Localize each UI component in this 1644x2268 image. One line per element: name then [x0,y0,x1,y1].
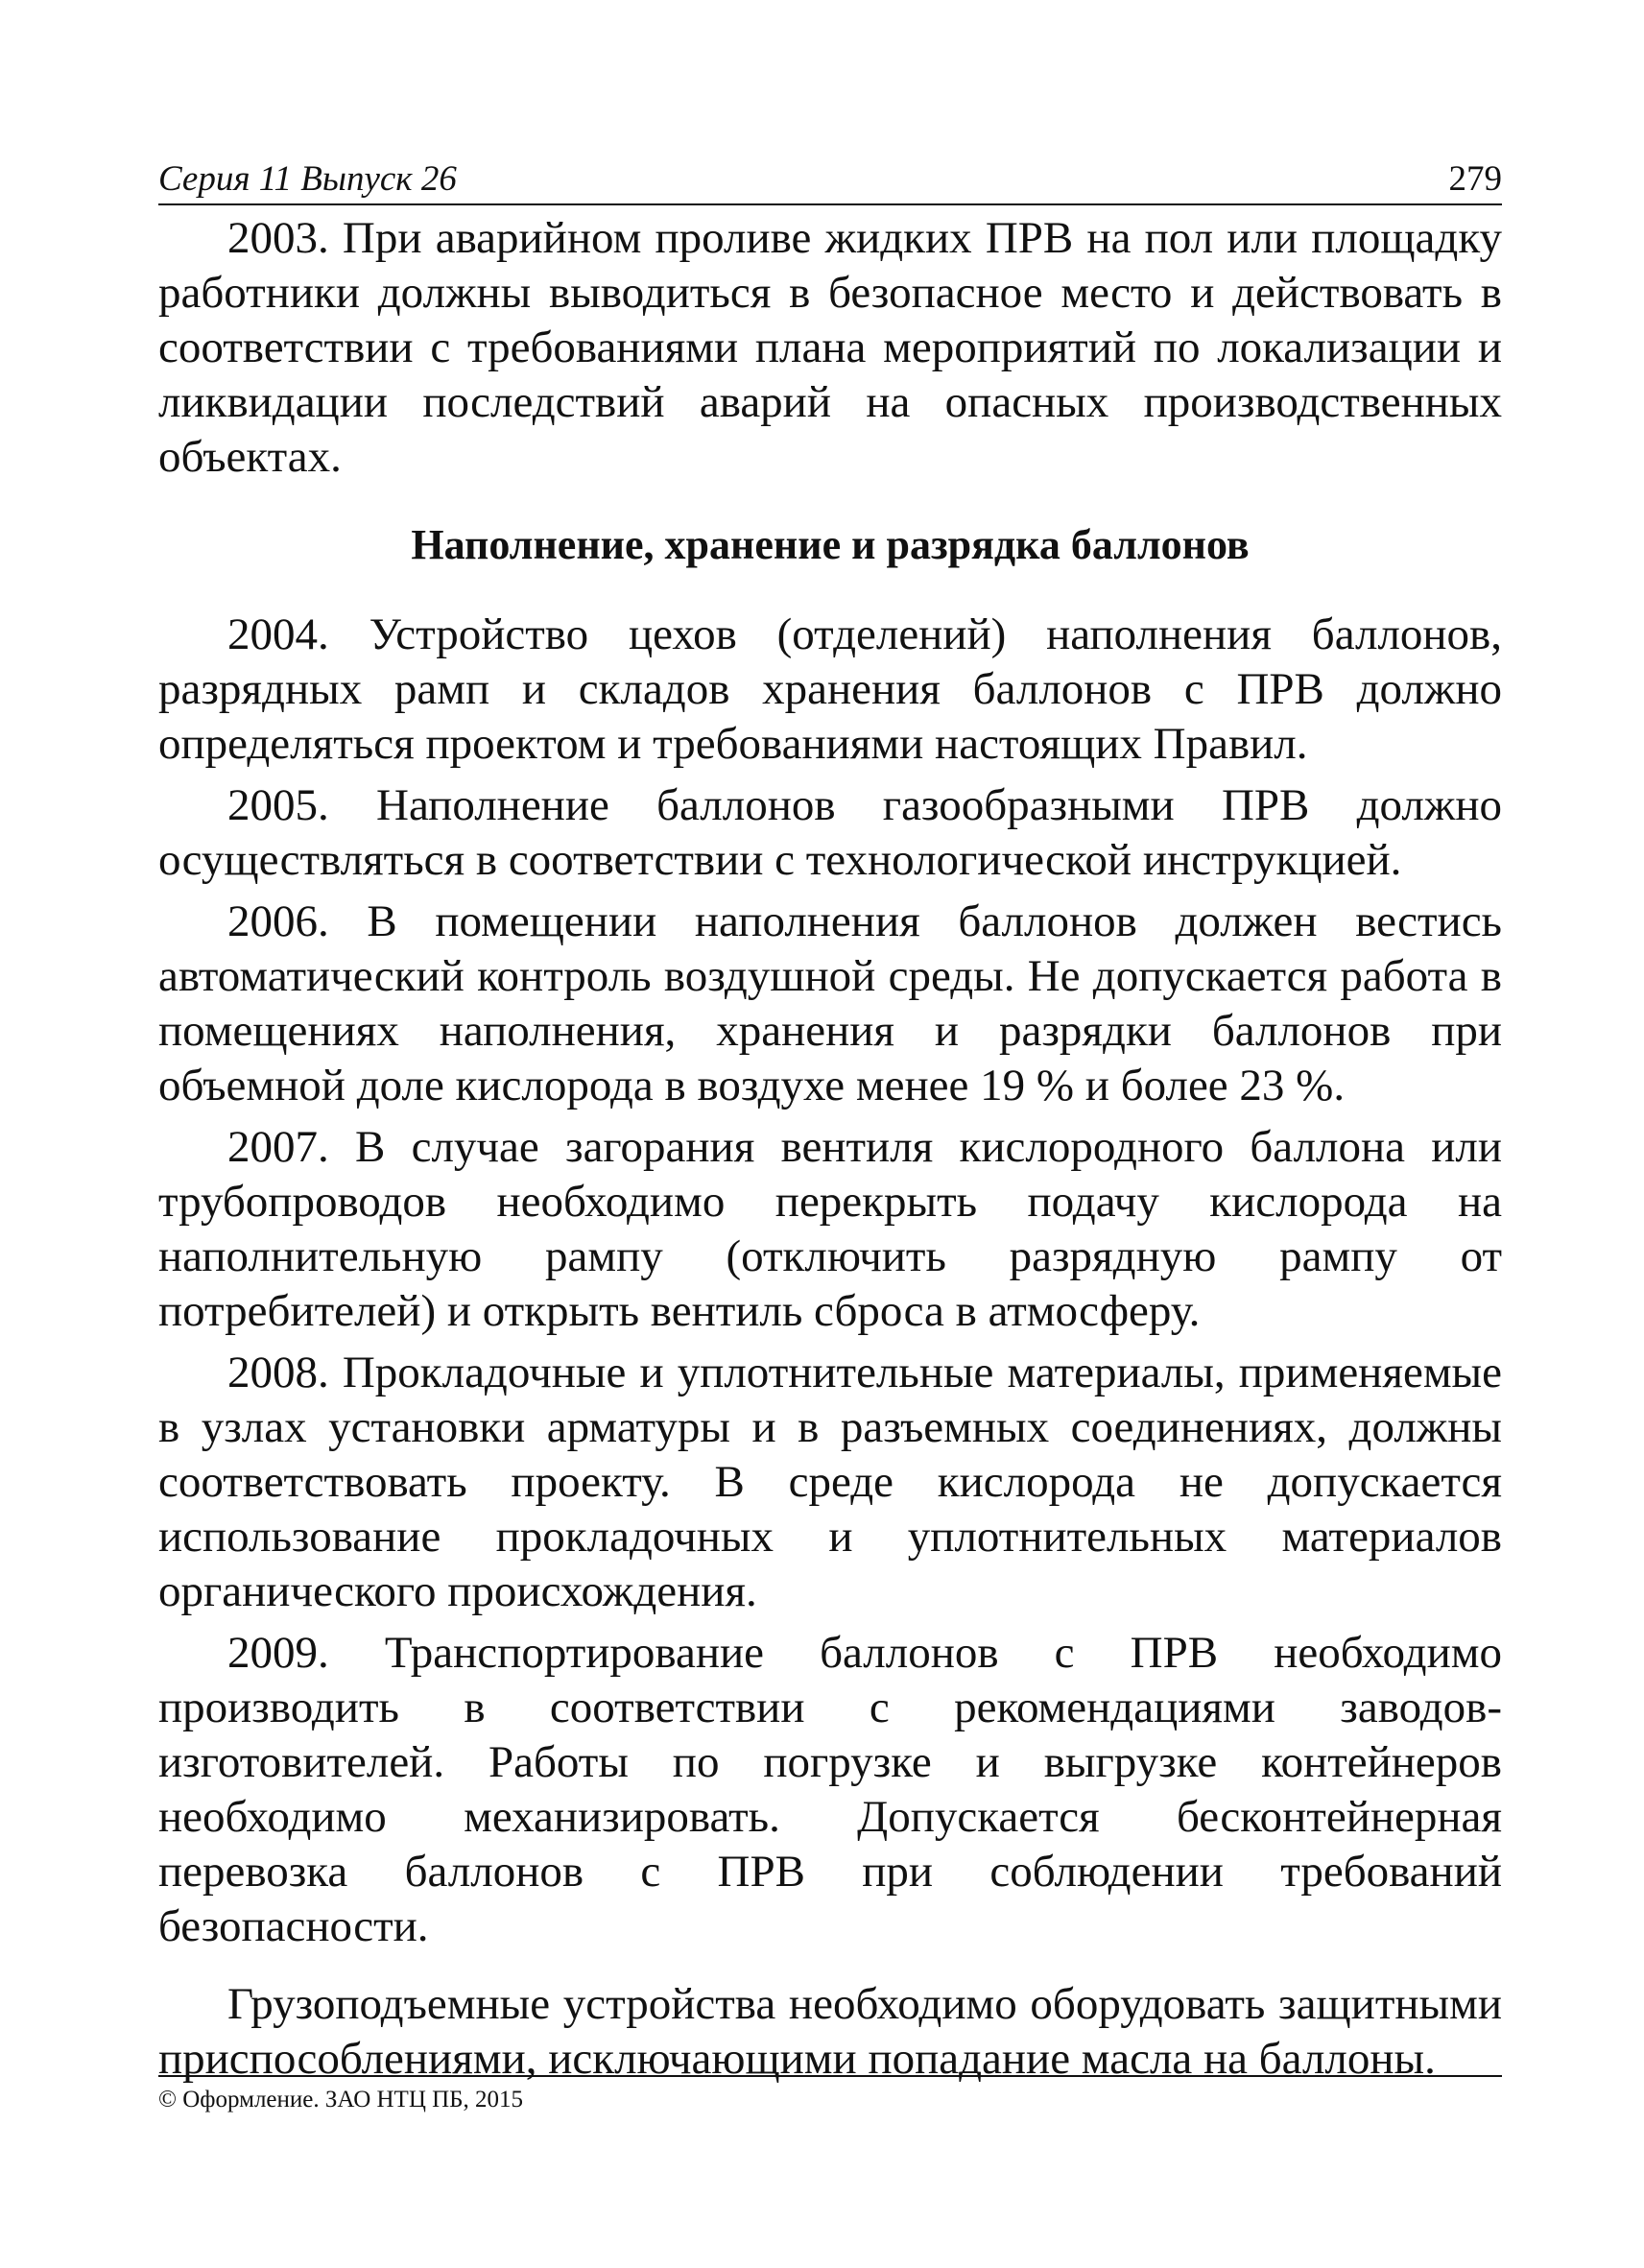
section-heading: Наполнение, хранение и разрядка баллонов [411,521,1250,568]
document-page [158,144,1502,2121]
body-text [158,205,1502,2087]
copyright-notice: © Оформление. ЗАО НТЦ ПБ, 2015 [158,2087,524,2113]
paragraph-lifting-devices: Грузоподъемные устройства необходимо оборудовать защитными приспособлениями, исключающими попадание масла на баллоны. [158,1979,1502,2084]
paragraph-2007: 2007. В случае загорания вентиля кислородного баллона или трубопроводов необходимо перекрыть подачу кислорода на наполнительную рампу (отключить разрядную рампу от потребителей) и открыть вентиль сброса в атмосферу. [158,1122,1502,1336]
running-header [158,144,1502,205]
paragraph-2004: 2004. Устройство цехов (отделений) наполнения баллонов, разрядных рамп и складов хранения баллонов с ПРВ должно определяться проектом и требованиями настоящих Правил. [158,609,1502,769]
paragraph-2008: 2008. Прокладочные и уплотнительные материалы, применяемые в узлах установки арматуры и в разъемных соединениях, должны соответствовать проекту. В среде кислорода не допускается использование прокладочных и уплотнительных материалов органического происхождения. [158,1348,1502,1616]
series-title: Серия 11 Выпуск 26 [158,159,457,199]
paragraph-2003: 2003. При аварийном проливе жидких ПРВ на пол или площадку работники должны выводиться в безопасное место и действовать в соответствии с требованиями плана мероприятий по локализации и ликвидации последствий аварий на опасных производственных объектах. [158,213,1502,482]
page-number: 279 [1448,159,1502,199]
paragraph-2009: 2009. Транспортирование баллонов с ПРВ необходимо производить в соответствии с рекомендациями заводов-изготовителей. Работы по погрузке и выгрузке контейнеров необходимо механизировать. Допускается бесконтейнерная перевозка баллонов с ПРВ при соблюдении требований безопасности. [158,1628,1502,1951]
paragraph-2006: 2006. В помещении наполнения баллонов должен вестись автоматический контроль воздушной среды. Не допускается работа в помещениях наполнения, хранения и разрядки баллонов при объемной доле кислорода в воздухе менее 19 % и более 23 %. [158,896,1502,1110]
footer [158,2075,1502,2113]
paragraph-2005: 2005. Наполнение баллонов газообразными ПРВ должно осуществляться в соответствии с технологической инструкцией. [158,780,1502,885]
